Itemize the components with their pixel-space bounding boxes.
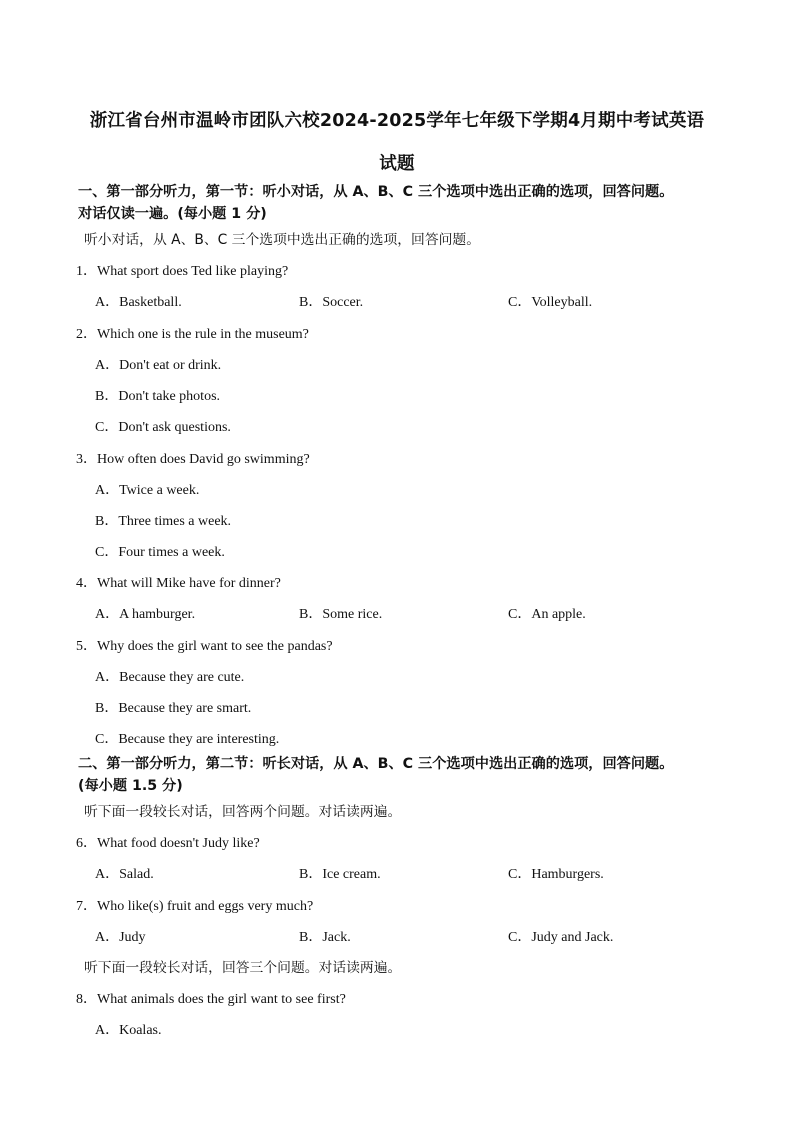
- question-2-option-a: A．Don't eat or drink.: [95, 358, 222, 373]
- question-8-option-a: A．Koalas.: [95, 1023, 162, 1038]
- section2-heading-continued: (每小题 1.5 分): [78, 778, 183, 794]
- page-title-continued: 试题: [379, 154, 415, 174]
- section2-instruction-1: 听下面一段较长对话，回答两个问题。对话读两遍。: [84, 804, 402, 820]
- question-3: 3．How often does David go swimming?: [76, 452, 310, 467]
- section1-heading: 一、第一部分听力，第一节：听小对话，从 A、B、C 三个选项中选出正确的选项，回答问题。: [78, 184, 674, 200]
- page-title: 浙江省台州市温岭市团队六校2024-2025学年七年级下学期4月期中考试英语: [89, 111, 705, 131]
- question-7-option-a: A．Judy: [95, 930, 146, 945]
- question-7-option-b: B．Jack.: [299, 930, 351, 945]
- section1-heading-continued: 对话仅读一遍。(每小题 1 分): [78, 206, 267, 222]
- question-7-option-c: C．Judy and Jack.: [508, 930, 614, 945]
- question-3-option-a: A．Twice a week.: [95, 483, 200, 498]
- question-4-option-a: A．A hamburger.: [95, 607, 196, 622]
- question-5-option-a: A．Because they are cute.: [95, 670, 245, 685]
- section1-instruction: 听小对话，从 A、B、C 三个选项中选出正确的选项，回答问题。: [84, 232, 481, 248]
- question-4-option-c: C．An apple.: [508, 607, 586, 622]
- question-5-option-b: B．Because they are smart.: [95, 701, 252, 716]
- question-6: 6．What food doesn't Judy like?: [76, 836, 260, 851]
- question-1-option-a: A．Basketball.: [95, 295, 182, 310]
- section2-heading: 二、第一部分听力，第二节：听长对话，从 A、B、C 三个选项中选出正确的选项，回答问题。: [78, 756, 674, 772]
- question-1-option-b: B．Soccer.: [299, 295, 364, 310]
- question-1: 1．What sport does Ted like playing?: [76, 264, 289, 279]
- question-3-option-b: B．Three times a week.: [95, 514, 232, 529]
- question-2: 2．Which one is the rule in the museum?: [76, 327, 309, 342]
- question-8: 8．What animals does the girl want to see first?: [76, 992, 346, 1007]
- section2-instruction-2: 听下面一段较长对话，回答三个问题。对话读两遍。: [84, 960, 402, 976]
- question-6-option-c: C．Hamburgers.: [508, 867, 604, 882]
- question-1-option-c: C．Volleyball.: [508, 295, 593, 310]
- question-5-option-c: C．Because they are interesting.: [95, 732, 280, 747]
- question-4: 4．What will Mike have for dinner?: [76, 576, 281, 591]
- question-6-option-a: A．Salad.: [95, 867, 154, 882]
- question-2-option-b: B．Don't take photos.: [95, 389, 221, 404]
- question-7: 7．Who like(s) fruit and eggs very much?: [76, 899, 314, 914]
- question-6-option-b: B．Ice cream.: [299, 867, 381, 882]
- question-4-option-b: B．Some rice.: [299, 607, 383, 622]
- question-3-option-c: C．Four times a week.: [95, 545, 225, 560]
- question-2-option-c: C．Don't ask questions.: [95, 420, 231, 435]
- question-5: 5．Why does the girl want to see the pandas?: [76, 639, 333, 654]
